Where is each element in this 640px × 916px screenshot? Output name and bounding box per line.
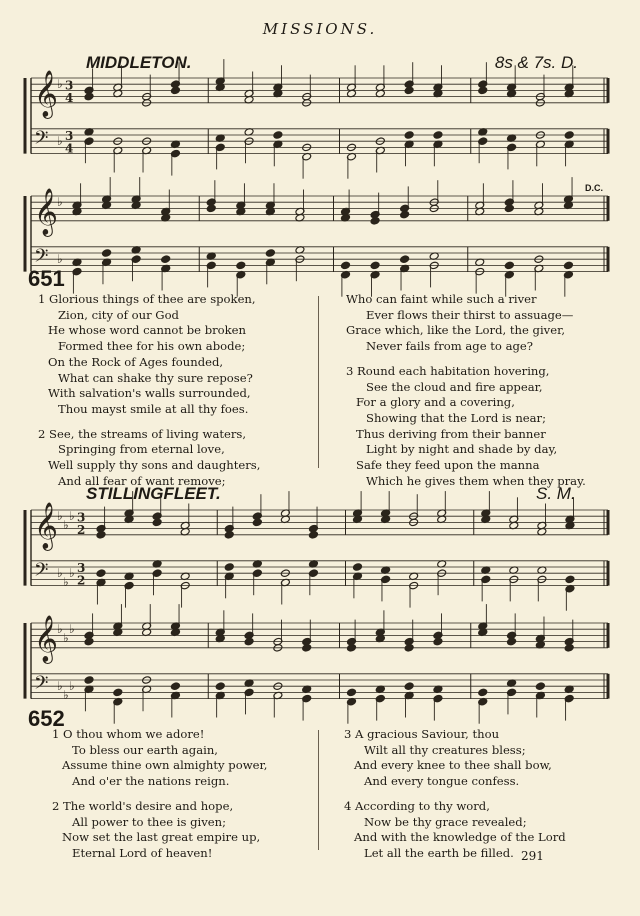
verse-gap [346,355,586,364]
notehead [370,217,380,226]
hymn-number-652: 652 [28,706,65,731]
clef: 𝄞 [34,501,58,549]
clef: 𝄞 [34,187,58,235]
meter-label-651: 8s & 7s. D. [494,53,578,72]
column-divider [318,296,319,468]
hymn-652-left-column [52,727,267,862]
notehead [96,531,106,540]
time-signature: 3 [65,129,74,144]
verse-line: Wilt all thy creatures bless; [364,742,526,757]
clef: 𝄞 [34,69,58,117]
verse-line: Eternal Lord of heaven! [72,845,213,860]
notehead [206,204,216,213]
notehead [273,131,283,140]
verse-line: And all fear of want remove; [58,473,226,488]
flat-sign: ♭ [57,133,63,148]
notehead [152,518,162,527]
notehead [265,249,275,258]
verse-line: 1 Glorious things of thee are spoken, [38,292,256,306]
notehead [564,131,574,140]
verse-line: 1 O thou whom we adore! [52,727,205,741]
time-signature: 2 [77,573,86,588]
verse-line: And every tongue confess. [364,774,520,789]
notehead [353,563,363,572]
clef: 𝄢 [34,559,49,586]
clef: 𝄞 [34,614,58,662]
verse-line: He whose word cannot be broken [48,323,247,338]
verse-line: Now set the last great empire up, [62,830,261,845]
verse-line: Springing from eternal love, [58,442,225,457]
notehead [347,688,357,697]
verse-line: Grace which, like the Lord, the giver, [346,323,566,338]
time-signature: 4 [65,141,74,156]
verse-line: Light by night and shade by day, [366,442,558,457]
flat-sign: ♭ [69,678,75,693]
notehead [96,569,106,578]
notehead [84,92,94,101]
hymn-651-right-column [346,292,586,489]
flat-sign: ♭ [63,631,69,646]
notehead [341,261,351,270]
notehead [404,131,414,140]
clef: 𝄢 [34,245,49,272]
verse-line: What can shake thy sure repose? [58,370,253,385]
verse-line: Thou mayst smile at all thy foes. [58,401,249,416]
notehead [236,261,246,270]
notehead [563,261,573,270]
verse-line: And with the knowledge of the Lord [354,830,566,845]
verse-gap [38,418,260,427]
verse-line: 3 Round each habitation hovering, [346,363,550,378]
verse-line: 3 A gracious Saviour, thou [344,727,500,741]
notehead [224,563,234,572]
notehead [302,644,312,653]
verse-line: Which he gives them when they pray. [366,473,586,488]
notehead [504,261,514,270]
flat-sign: ♭ [57,678,63,693]
notehead [564,644,574,653]
flat-sign: ♭ [63,575,69,590]
verse-line: Assume thine own almighty power, [62,758,268,773]
flat-sign: ♭ [57,251,63,266]
notehead [404,644,414,653]
flat-sign: ♭ [69,621,75,636]
flat-sign: ♭ [57,565,63,580]
notehead [252,518,262,527]
verse-line: Thus deriving from their banner [356,426,546,441]
flat-sign: ♭ [63,688,69,703]
verse-line: See the cloud and fire appear, [366,379,543,394]
verse-line: Never fails from age to age? [366,339,534,354]
tune-name-652: STILLINGFLEET. [86,484,221,503]
notehead [535,682,545,691]
notehead [102,249,112,258]
tune-name-651: MIDDLETON. [86,53,192,72]
notehead [347,644,357,653]
notehead [478,86,488,95]
notehead [113,688,123,697]
flat-sign: ♭ [57,621,63,636]
verse-line: 2 See, the streams of living waters, [38,426,247,441]
page-number: 291 [521,849,544,863]
verse-line: For a glory and a covering, [356,395,515,410]
flat-sign: ♭ [69,508,75,523]
flat-sign: ♭ [57,508,63,523]
verse-line: All power to thee is given; [72,814,227,829]
notehead [215,682,225,691]
notehead [161,255,171,264]
notehead [84,676,94,685]
verse-line: 4 According to thy word, [344,798,490,813]
notehead [433,131,443,140]
notehead [404,682,414,691]
verse-line: On the Rock of Ages founded, [48,354,224,369]
verse-line: And every knee to thee shall bow, [354,758,552,773]
flat-sign: ♭ [57,194,63,209]
verse-line: Showing that the Lord is near; [366,410,547,425]
column-divider [318,730,319,850]
meter-label-652: S. M. [536,484,576,503]
verse-line: Now be thy grace revealed; [364,814,527,829]
notehead [170,682,180,691]
notehead [170,86,180,95]
verse-line: Formed thee for his own abode; [58,339,246,354]
clef: 𝄢 [34,127,49,154]
verse-gap [52,790,267,799]
notehead [565,575,575,584]
hymn-651-left-column [38,292,260,489]
clef: 𝄢 [34,672,49,699]
notehead [504,204,514,213]
notehead [478,688,488,697]
verse-gap [344,790,566,799]
time-signature: 3 [65,78,74,93]
time-signature: 3 [77,510,86,525]
flat-sign: ♭ [57,76,63,91]
flat-sign: ♭ [63,518,69,533]
verse-line: Well supply thy sons and daughters, [48,458,261,473]
verse-line: 2 The world's desire and hope, [52,798,234,813]
hymn-652-right-column [344,727,566,862]
verse-line: Ever flows their thirst to assuage— [366,307,574,322]
verse-line: To bless our earth again, [72,742,218,757]
verse-line: Who can faint while such a river [346,292,537,306]
hymn-number-651: 651 [28,266,65,291]
flat-sign: ♭ [69,565,75,580]
notehead [370,261,380,270]
time-signature: 4 [65,90,74,105]
notehead [433,637,443,646]
running-title: MISSIONS. [262,20,378,38]
notehead [400,210,410,219]
notehead [404,86,414,95]
notehead [224,531,234,540]
notehead [84,637,94,646]
notehead [400,255,410,264]
notehead [507,637,517,646]
verse-line: Safe they feed upon the manna [356,458,540,473]
verse-line: Zion, city of our God [58,307,179,322]
verse-line: And o'er the nations reign. [72,774,230,789]
time-signature: 3 [77,561,86,576]
time-signature: 2 [77,522,86,537]
verse-line: With salvation's walls surrounded, [48,386,251,401]
da-capo-mark: D.C. [585,183,603,193]
verse-line: Let all the earth be filled. [364,845,514,860]
notehead [244,637,254,646]
notehead [308,531,318,540]
